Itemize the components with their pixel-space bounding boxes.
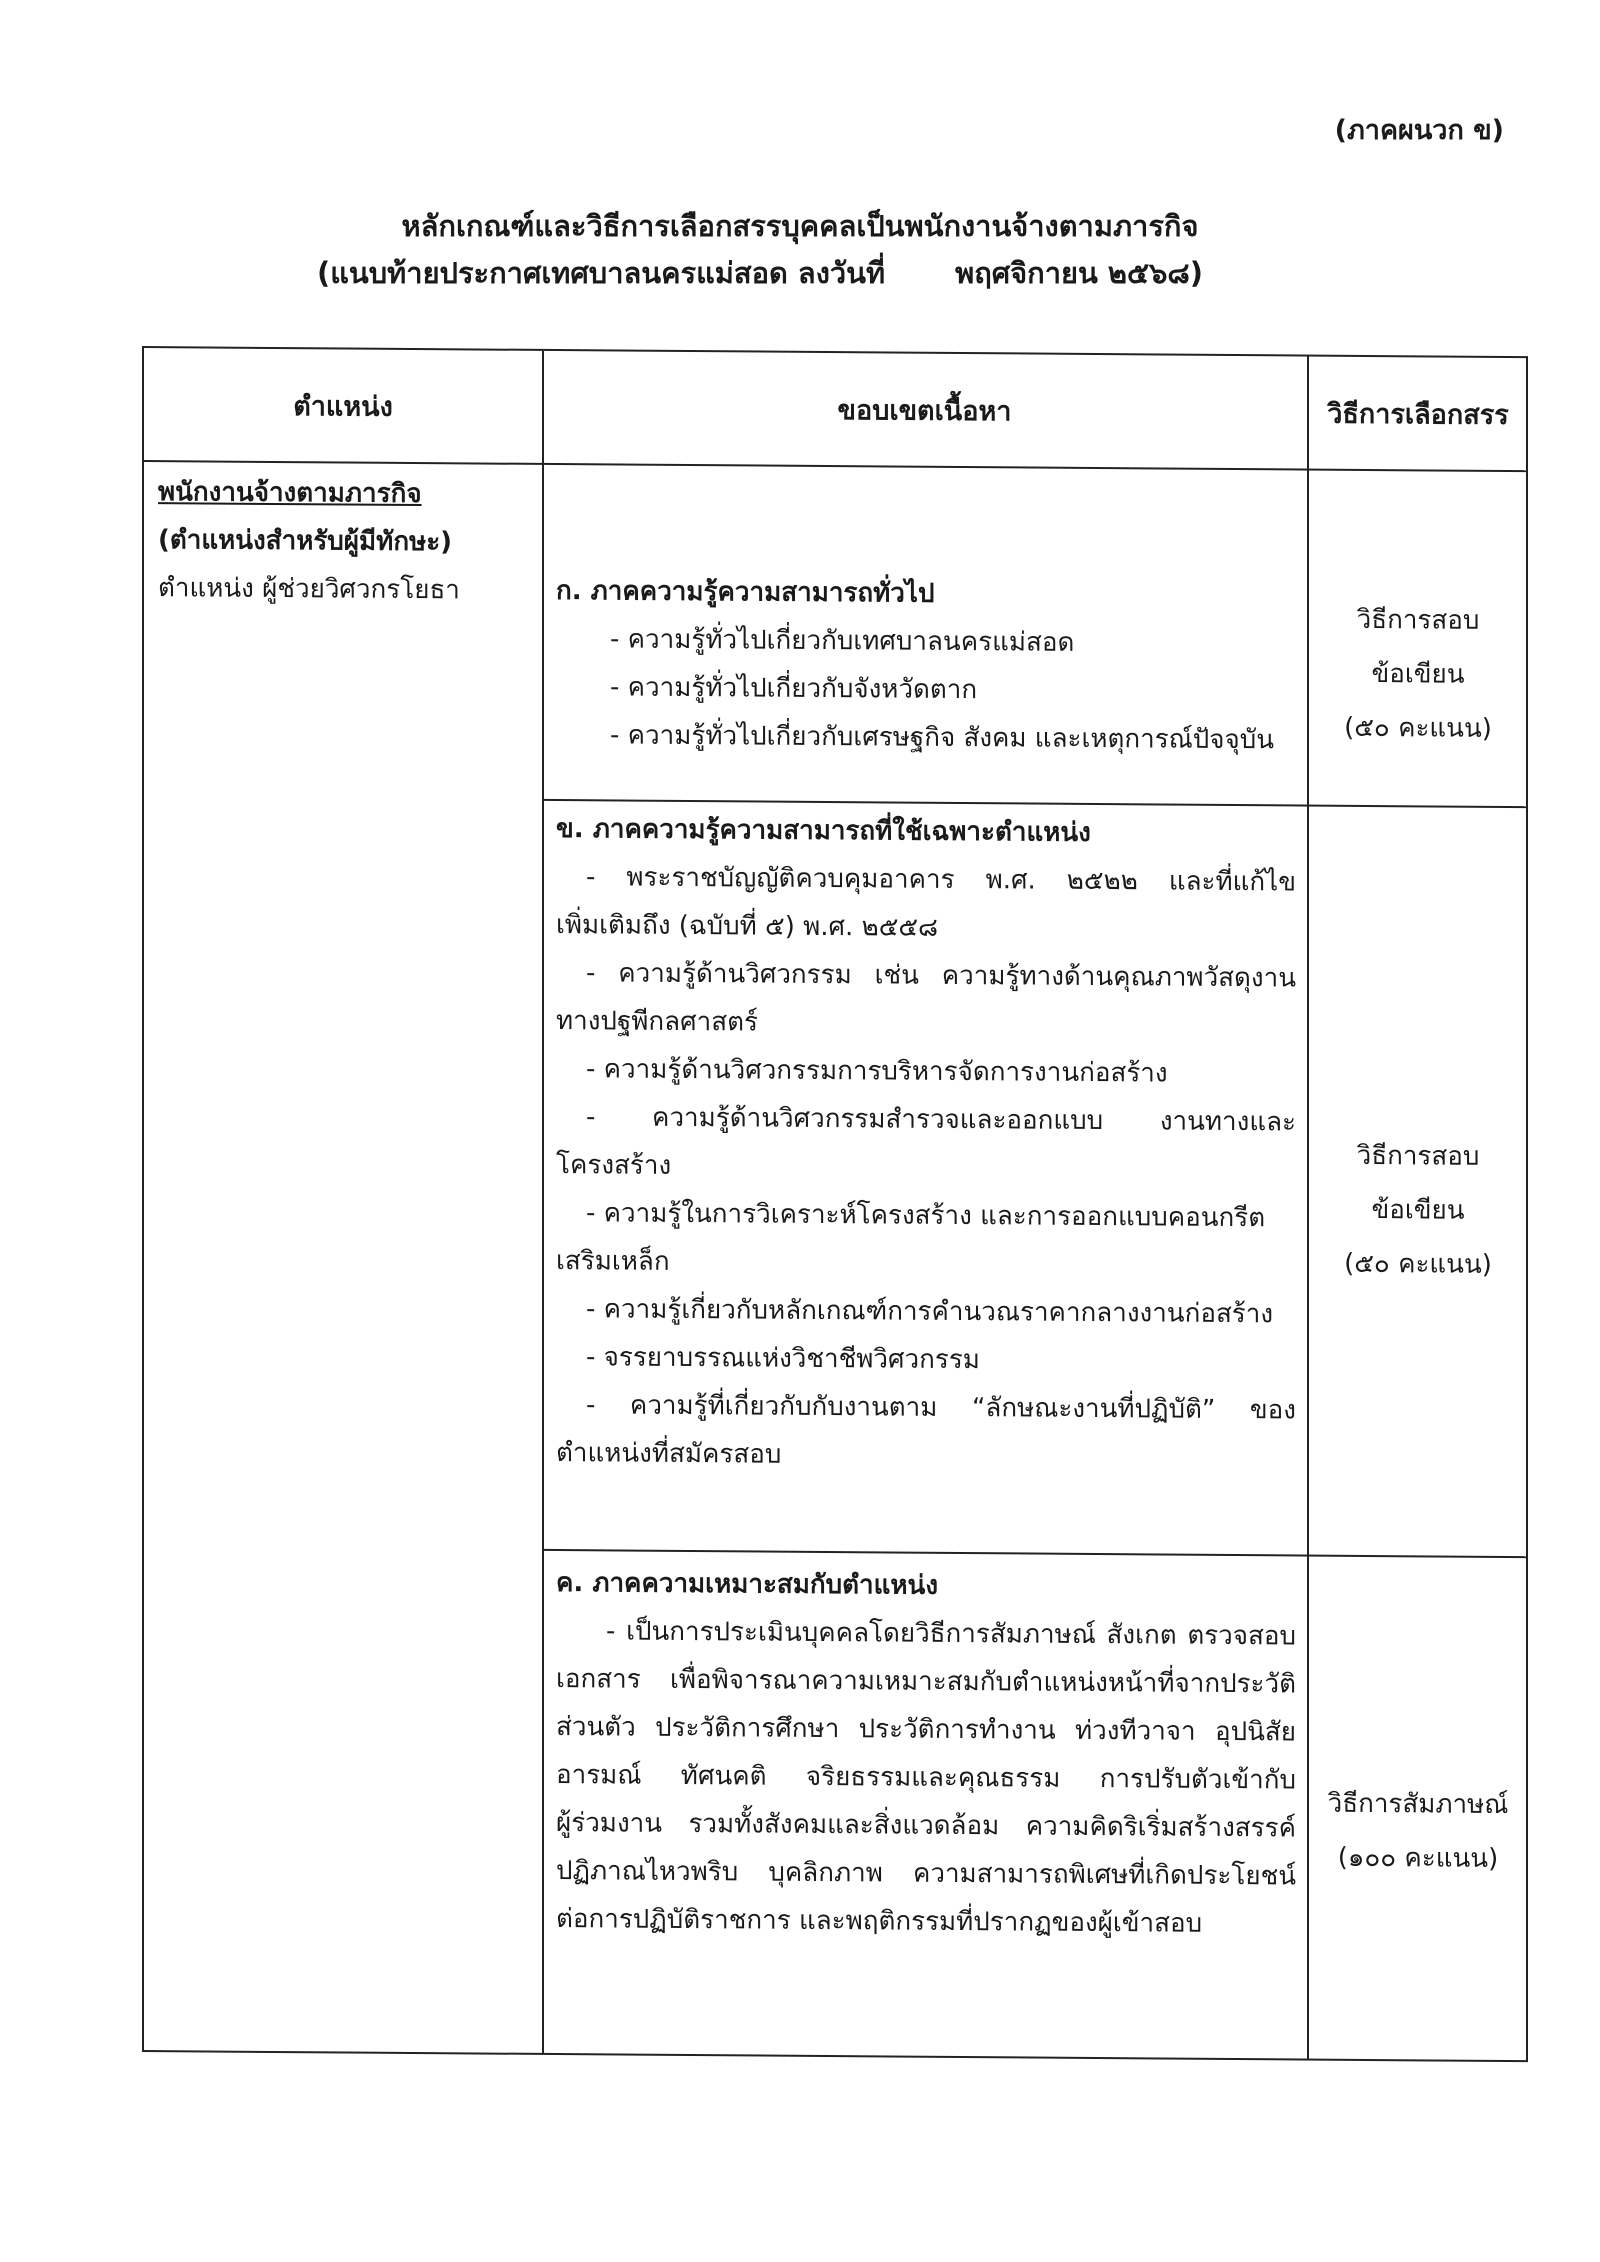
method-line: (๕๐ คะแนน) [1344, 1248, 1492, 1280]
method-line: ข้อเขียน [1371, 659, 1465, 690]
section-a [556, 567, 1296, 764]
section-b-heading: ข. ภาคความรู้ความสามารถที่ใช้เฉพาะตำแหน่ง [556, 814, 1091, 848]
section-a-item: - ความรู้ทั่วไปเกี่ยวกับเทศบาลนครแม่สอด [610, 624, 1075, 658]
section-b-line: โครงสร้าง [556, 1150, 672, 1181]
header-position: ตำแหน่ง [293, 390, 393, 423]
section-c-line: ส่วนตัว ประวัติการศึกษา ประวัติการทำงาน ท่วงทีวาจา อุปนิสัย [556, 1712, 1296, 1748]
section-a-item: - ความรู้ทั่วไปเกี่ยวกับจังหวัดตาก [610, 672, 978, 706]
method-line: ข้อเขียน [1371, 1195, 1465, 1226]
section-b-line: ตำแหน่งที่สมัครสอบ [556, 1438, 782, 1470]
annex-label: (ภาคผนวก ข) [1334, 115, 1504, 146]
method-line: วิธีการสัมภาษณ์ [1327, 1788, 1509, 1821]
section-c-line: อารมณ์ ทัศนคติ จริยธรรมและคุณธรรม การปรับตัวเข้ากับ [556, 1760, 1296, 1796]
header-scope: ขอบเขตเนื้อหา [837, 394, 1012, 427]
section-b-line: ทางปฐพีกลศาสตร์ [556, 1006, 758, 1038]
section-b-line: - ความรู้ในการวิเคราะห์โครงสร้าง และการออกแบบคอนกรีต [586, 1198, 1266, 1234]
section-c-line: เอกสาร เพื่อพิจารณาความเหมาะสมกับตำแหน่งหน้าที่จากประวัติ [556, 1664, 1296, 1700]
section-a-item: - ความรู้ทั่วไปเกี่ยวกับเศรษฐกิจ สังคม และเหตุการณ์ปัจจุบัน [610, 720, 1275, 756]
section-b-line: เพิ่มเติมถึง (ฉบับที่ ๕) พ.ศ. ๒๕๕๘ [556, 910, 939, 943]
section-c-line: ต่อการปฏิบัติราชการ และพฤติกรรมที่ปรากฏของผู้เข้าสอบ [556, 1904, 1203, 1939]
method-line: วิธีการสอบ [1356, 604, 1480, 636]
section-c-line: ผู้ร่วมงาน รวมทั้งสังคมและสิ่งแวดล้อม ความคิดริเริ่มสร้างสรรค์ [556, 1808, 1296, 1844]
section-b-line: - พระราชบัญญัติควบคุมอาคาร พ.ศ. ๒๕๒๒ และที่แก้ไข [586, 862, 1296, 898]
section-b-line: เสริมเหล็ก [556, 1246, 670, 1277]
section-a-heading: ก. ภาคความรู้ความสามารถทั่วไป [556, 576, 935, 609]
section-b-line: - ความรู้ด้านวิศวกรรมการบริหารจัดการงานก่อสร้าง [586, 1054, 1168, 1089]
section-c-line: ปฏิภาณไหวพริบ บุคลิกภาพ ความสามารถพิเศษที่เกิดประโยชน์ [556, 1856, 1296, 1892]
section-b-line: - ความรู้ที่เกี่ยวกับกับงานตาม “ลักษณะงานที่ปฏิบัติ” ของ [586, 1390, 1296, 1426]
position-qualifier: (ตำแหน่งสำหรับผู้มีทักษะ) [158, 525, 453, 558]
section-b-line: - จรรยาบรรณแห่งวิชาชีพวิศวกรรม [586, 1342, 980, 1376]
section-c-heading: ค. ภาคความเหมาะสมกับตำแหน่ง [556, 1568, 939, 1601]
section-a-method [1307, 593, 1529, 757]
method-line: (๑๐๐ คะแนน) [1337, 1842, 1499, 1874]
position-cell [158, 468, 538, 615]
section-c-method [1307, 1777, 1529, 1887]
method-line: (๕๐ คะแนน) [1344, 712, 1492, 744]
section-b-line: - ความรู้เกี่ยวกับหลักเกณฑ์การคำนวณราคากลางงานก่อสร้าง [586, 1294, 1274, 1330]
document-subtitle [0, 250, 1560, 296]
section-c-line: - เป็นการประเมินบุคคลโดยวิธีการสัมภาษณ์ สังเกต ตรวจสอบ [606, 1616, 1296, 1652]
header-method: วิธีการเลือกสรร [1327, 398, 1509, 431]
document-title: หลักเกณฑ์และวิธีการเลือกสรรบุคคลเป็นพนักงานจ้างตามภารกิจ [401, 209, 1199, 243]
subtitle-part-1: (แนบท้ายประกาศเทศบาลนครแม่สอด ลงวันที่ [316, 256, 886, 290]
section-b-method [1307, 1129, 1529, 1293]
column-divider-1 [542, 351, 544, 2053]
section-b-line: - ความรู้ด้านวิศวกรรม เช่น ความรู้ทางด้านคุณภาพวัสดุงาน [586, 958, 1296, 994]
section-b-line: - ความรู้ด้านวิศวกรรมสำรวจและออกแบบ งานทางและ [586, 1102, 1296, 1138]
subtitle-part-2: พฤศจิกายน ๒๕๖๘) [955, 256, 1204, 290]
position-type: พนักงานจ้างตามภารกิจ [158, 477, 422, 510]
section-divider-bc [542, 1549, 1526, 1558]
criteria-table [142, 346, 1528, 2062]
section-c [556, 1559, 1296, 1948]
position-name: ตำแหน่ง ผู้ช่วยวิศวกรโยธา [158, 573, 460, 606]
section-b [556, 805, 1296, 1482]
method-line: วิธีการสอบ [1356, 1140, 1480, 1172]
